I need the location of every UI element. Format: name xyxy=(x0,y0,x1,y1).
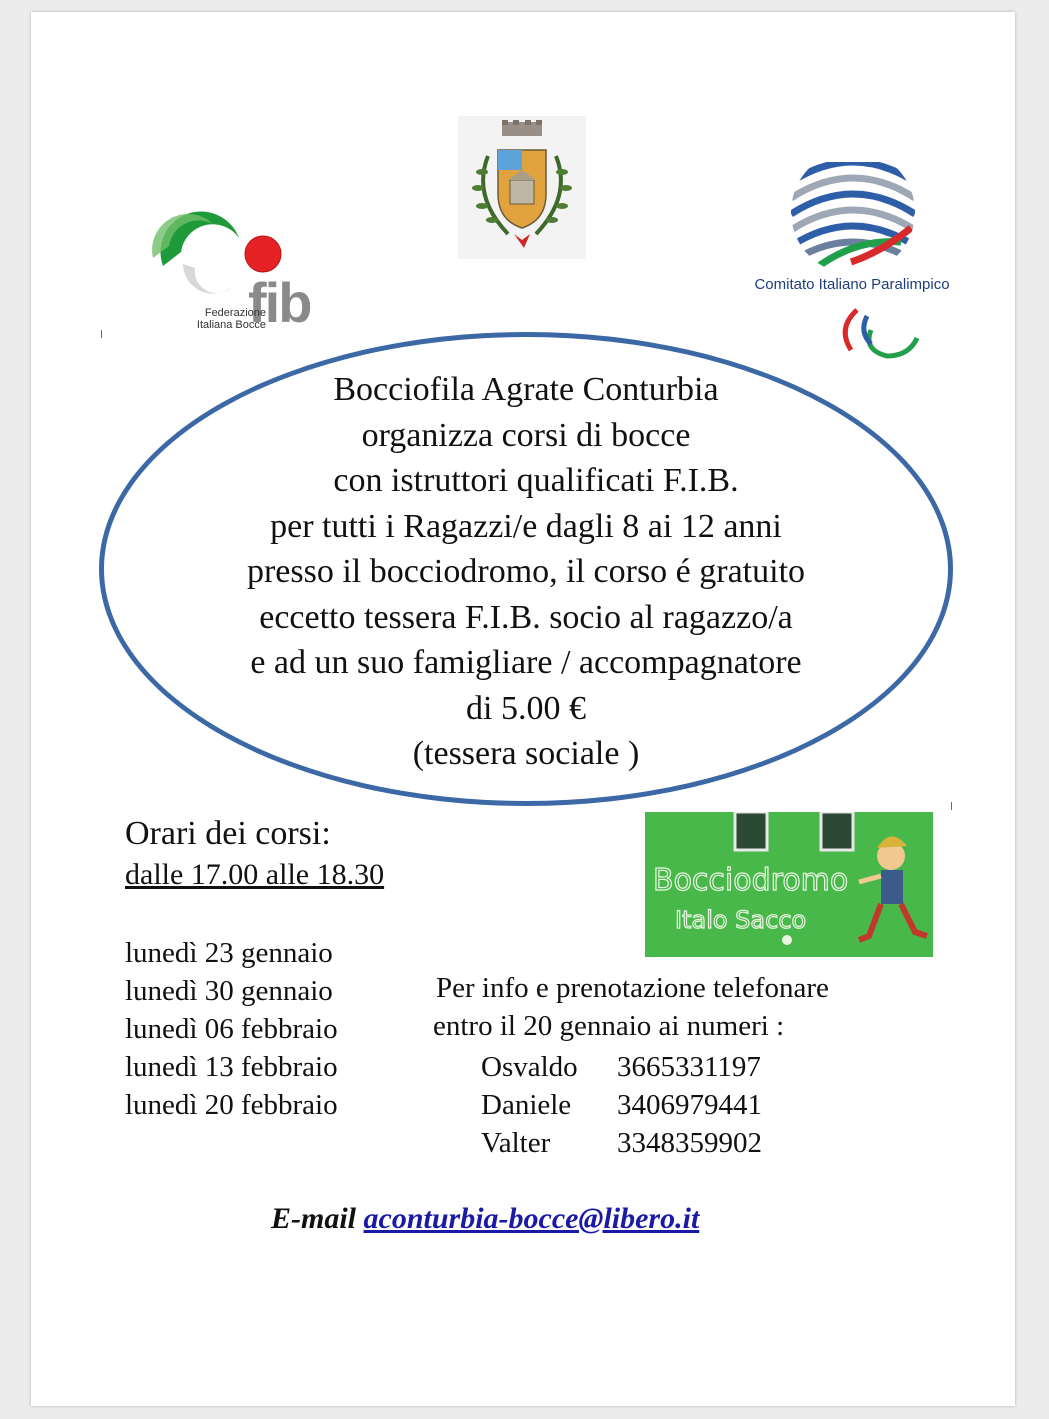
email-line xyxy=(271,1202,699,1236)
cip-logo xyxy=(731,162,971,377)
announcement-text xyxy=(99,367,953,777)
announcement-line: di 5.00 € xyxy=(466,689,586,727)
info-text-line2: entro il 20 gennaio ai numeri : xyxy=(433,1010,785,1042)
schedule-date: lunedì 06 febbraio xyxy=(125,1013,338,1045)
schedule-date: lunedì 20 febbraio xyxy=(125,1089,338,1121)
contact-row xyxy=(481,1086,762,1124)
document-page xyxy=(31,12,1015,1406)
schedule-date: lunedì 13 febbraio xyxy=(125,1051,338,1083)
announcement-line: eccetto tessera F.I.B. socio al ragazzo/a xyxy=(259,598,793,636)
cip-globe-icon xyxy=(731,162,971,377)
email-label: E-mail xyxy=(271,1202,357,1235)
contact-name: Valter xyxy=(481,1127,551,1159)
schedule-date: lunedì 23 gennaio xyxy=(125,937,333,969)
fib-wordmark: fib xyxy=(248,271,311,334)
schedule-title: Orari dei corsi: xyxy=(125,815,331,852)
contact-phone[interactable]: 3348359902 xyxy=(617,1127,762,1159)
info-text-line1: Per info e prenotazione telefonare xyxy=(436,972,829,1004)
bocciodromo-photo xyxy=(645,812,933,957)
sign-text-1: Bocciodromo xyxy=(653,863,849,898)
schedule-dates xyxy=(125,934,338,1124)
schedule-time: dalle 17.00 alle 18.30 xyxy=(125,858,385,891)
announcement-line: e ad un suo famigliare / accompagnatore xyxy=(250,644,802,681)
email-link[interactable]: aconturbia-bocce@libero.it xyxy=(363,1202,700,1235)
schedule-date: lunedì 30 gennaio xyxy=(125,975,333,1007)
announcement-line: Bocciofila Agrate Conturbia xyxy=(333,371,719,408)
announcement-line: (tessera sociale ) xyxy=(412,735,640,772)
contact-name: Osvaldo xyxy=(481,1051,578,1083)
contact-name: Daniele xyxy=(481,1089,572,1121)
municipal-crest xyxy=(458,116,586,259)
image-anchor-mark xyxy=(101,330,102,338)
cip-name: Comitato Italiano Paralimpico xyxy=(754,276,950,293)
sign-text-2: Italo Sacco xyxy=(675,906,807,934)
announcement-line: presso il bocciodromo, il corso é gratuito xyxy=(246,553,806,590)
contact-row xyxy=(481,1124,762,1162)
announcement-line: per tutti i Ragazzi/e dagli 8 ai 12 anni xyxy=(270,507,782,545)
image-anchor-mark xyxy=(951,802,952,810)
fib-logo xyxy=(83,194,368,352)
fib-caption: Federazione Italiana Bocce xyxy=(196,307,266,331)
announcement-line: con istruttori qualificati F.I.B. xyxy=(333,462,739,499)
bocciodromo-sign-image xyxy=(645,812,933,957)
contact-list xyxy=(481,1048,762,1162)
contact-phone[interactable]: 3406979441 xyxy=(617,1089,762,1121)
announcement-line: organizza corsi di bocce xyxy=(361,416,691,454)
coat-of-arms-icon xyxy=(458,116,586,259)
contact-phone[interactable]: 3665331197 xyxy=(617,1051,761,1083)
contact-row xyxy=(481,1048,762,1086)
